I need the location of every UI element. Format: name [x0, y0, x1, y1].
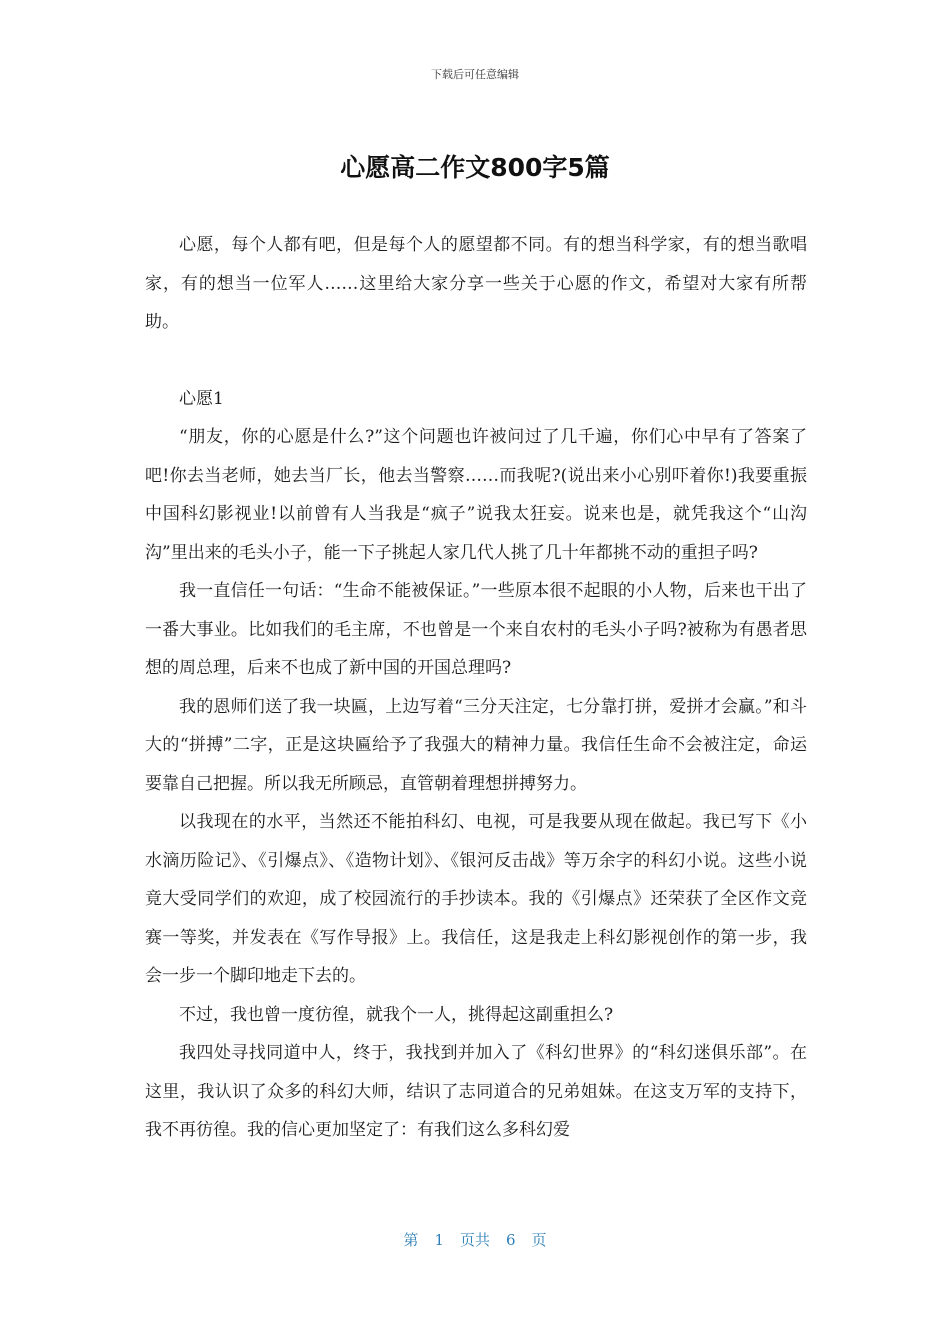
body-paragraph: 我四处寻找同道中人，终于，我找到并加入了《科幻世界》的“科幻迷俱乐部”。在这里，我认识了众多的科幻大师，结识了志同道合的兄弟姐妹。在这支万军的支持下，我不再彷徨。我的信心更加坚定了：有我们这么多科幻爱: [145, 1043, 807, 1140]
document-title: 心愿高二作文800字5篇: [340, 153, 610, 182]
intro-paragraph: 心愿，每个人都有吧，但是每个人的愿望都不同。有的想当科学家，有的想当歌唱家，有的想当一位军人……这里给大家分享一些关于心愿的作文，希望对大家有所帮助。: [145, 235, 807, 332]
body-paragraph: 我一直信任一句话：“生命不能被保证。”一些原本很不起眼的小人物，后来也干出了一番大事业。比如我们的毛主席，不也曾是一个来自农村的毛头小子吗?被称为有愚者思想的周总理，后来不也成了新中国的开国总理吗?: [145, 581, 807, 678]
footer-label-total: 页共: [459, 1231, 490, 1249]
body-paragraph: 不过，我也曾一度彷徨，就我个一人，挑得起这副重担么?: [179, 1004, 614, 1025]
body-paragraph: 以我现在的水平，当然还不能拍科幻、电视，可是我要从现在做起。我已写下《小水滴历险记》、《引爆点》、《造物计划》、《银河反击战》等万余字的科幻小说。这些小说竟大受同学们的欢迎，成了校园流行的手抄读本。我的《引爆点》还荣获了全区作文竞赛一等奖，并发表在《写作导报》上。我信任，这是我走上科幻影视创作的第一步，我会一步一个脚印地走下去的。: [145, 812, 807, 986]
document-body: [145, 226, 807, 1150]
footer-label-end: 页: [531, 1231, 547, 1249]
body-paragraph: “朋友，你的心愿是什么?”这个问题也许被问过了几千遍，你们心中早有了答案了吧!你去当老师，她去当厂长，他去当警察……而我呢?(说出来小心别吓着你!)我要重振中国科幻影视业!以前曾有人当我是“疯子”说我太狂妄。说来也是，就凭我这个“山沟沟”里出来的毛头小子，能一下子挑起人家几代人挑了几十年都挑不动的重担子吗?: [145, 427, 807, 563]
header-note: 下载后可任意编辑: [431, 68, 519, 81]
footer-label-page: 第: [403, 1231, 419, 1249]
page-number-footer: [0, 1229, 950, 1250]
footer-total-pages: 6: [506, 1231, 516, 1249]
body-paragraph: 我的恩师们送了我一块匾，上边写着“三分天注定，七分靠打拼，爱拼才会赢。”和斗大的“拼搏”二字，正是这块匾给予了我强大的精神力量。我信任生命不会被注定，命运要靠自己把握。所以我无所顾忌，直管朝着理想拼搏努力。: [145, 696, 807, 794]
section-heading: 心愿1: [179, 388, 224, 409]
footer-current-page: 1: [434, 1231, 444, 1249]
